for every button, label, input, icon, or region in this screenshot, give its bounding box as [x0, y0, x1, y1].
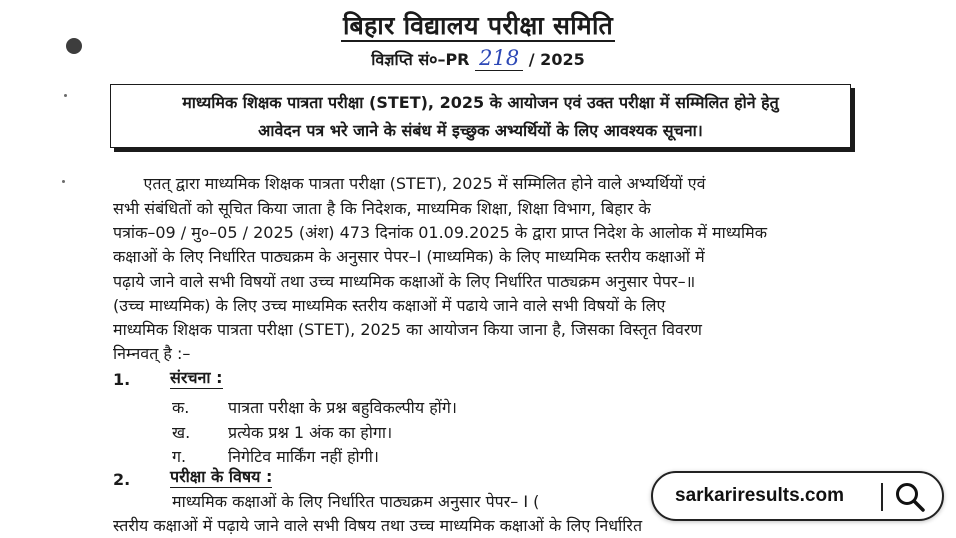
scan-speck [62, 180, 65, 183]
body-line: माध्यमिक कक्षाओं के लिए निर्धारित पाठ्यक्रम अनुसार पेपर– I ( [172, 492, 540, 511]
search-icon[interactable] [893, 480, 927, 514]
notice-suffix: / 2025 [528, 50, 585, 69]
section-title: संरचना : [170, 368, 223, 387]
notice-number-line [0, 46, 956, 70]
list-item-text: पात्रता परीक्षा के प्रश्न बहुविकल्पीय होंगे। [228, 398, 457, 417]
body-line: स्तरीय कक्षाओं में पढ़ाये जाने वाले सभी विषय तथा उच्च माध्यमिक कक्षाओं के लिए निर्धारित [113, 516, 643, 535]
list-item-text: प्रत्येक प्रश्न 1 अंक का होगा। [228, 423, 393, 442]
notice-number: 218 [475, 46, 523, 71]
list-item-label: ग. [172, 447, 187, 466]
body-line: निम्नवत् है :– [113, 344, 191, 363]
section-number: 1. [113, 370, 131, 389]
watermark-site-text: sarkariresults.com [675, 485, 844, 506]
body-line: सभी संबंधितों को सूचित किया जाता है कि निदेशक, माध्यमिक शिक्षा, शिक्षा विभाग, बिहार के [113, 199, 651, 218]
body-line: पत्रांक–09 / मु०–05 / 2025 (अंश) 473 दिनांक 01.09.2025 के द्वारा प्राप्त निदेश के आलोक में माध्यमिक [113, 223, 768, 242]
body-line: पढ़ाये जाने वाले सभी विषयों तथा उच्च माध्यमिक कक्षाओं के लिए निर्धारित पाठ्यक्रम अनुसार पेपर–॥ [113, 272, 696, 291]
notice-prefix: विज्ञप्ति सं०–PR [371, 50, 470, 69]
search-divider [881, 483, 883, 511]
body-line: माध्यमिक शिक्षक पात्रता परीक्षा (STET), 2025 का आयोजन किया जाना है, जिसका विस्तृत विवरण [113, 320, 702, 339]
list-item-label: क. [172, 398, 190, 417]
list-item-text: निगेटिव मार्किंग नहीं होगी। [228, 447, 379, 466]
subject-line-2: आवेदन पत्र भरे जाने के संबंध में इच्छुक अभ्यर्थियों के लिए आवश्यक सूचना। [258, 121, 703, 140]
body-line: एतत् द्वारा माध्यमिक शिक्षक पात्रता परीक्षा (STET), 2025 में सम्मिलित होने वाले अभ्यर्थियों एवं [113, 174, 706, 193]
scan-speck [64, 94, 67, 97]
subject-box [110, 84, 851, 148]
list-item-label: ख. [172, 423, 191, 442]
watermark-search-pill[interactable] [651, 471, 944, 521]
body-line: कक्षाओं के लिए निर्धारित पाठ्यक्रम के अनुसार पेपर–I (माध्यमिक) के लिए माध्यमिक स्तरीय कक्षाओं में [113, 247, 705, 266]
body-line: (उच्च माध्यमिक) के लिए उच्च माध्यमिक स्तरीय कक्षाओं में पढाये जाने वाले सभी विषयों के लिए [113, 296, 666, 315]
page-title: बिहार विद्यालय परीक्षा समिति [342, 11, 614, 40]
section-title: परीक्षा के विषय : [170, 467, 273, 486]
section-number: 2. [113, 470, 131, 489]
subject-line-1: माध्यमिक शिक्षक पात्रता परीक्षा (STET), 2025 के आयोजन एवं उक्त परीक्षा में सम्मिलित होने हेतु [182, 93, 779, 112]
